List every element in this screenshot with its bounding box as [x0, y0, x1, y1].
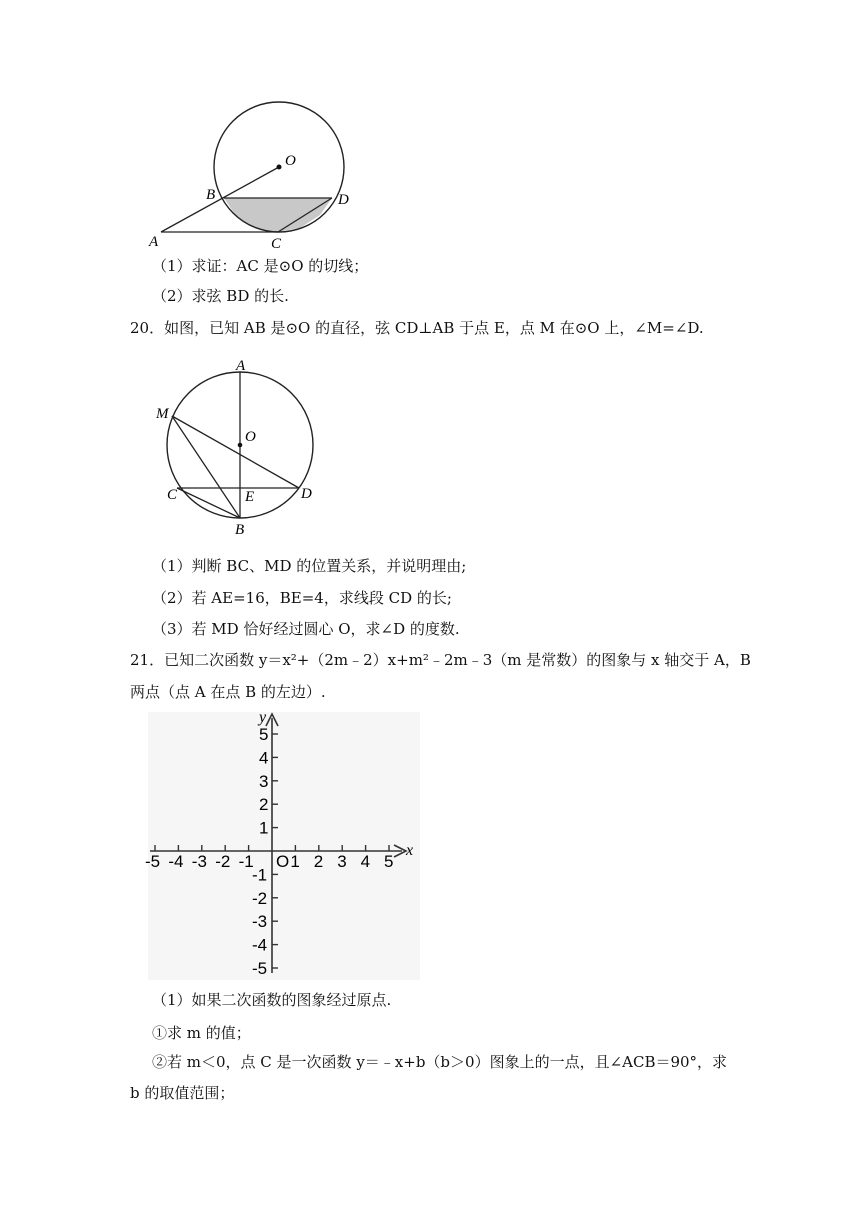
y-tick-label: 2 [259, 795, 269, 815]
label-a: A [149, 234, 159, 250]
y-tick-label: 5 [259, 725, 269, 744]
q20-part2: （2）若 AE=16，BE=4，求线段 CD 的长; [152, 589, 452, 607]
x-tick-label: 4 [360, 852, 371, 871]
y-tick-label: 4 [259, 748, 269, 768]
x-tick-label: -4 [168, 852, 184, 871]
x-tick-label: 5 [384, 852, 394, 871]
q20-part3: （3）若 MD 恰好经过圆心 O，求∠D 的度数. [152, 620, 460, 638]
q19-part1: （1）求证：AC 是⊙O 的切线； [152, 257, 369, 275]
label-b-q20: B [235, 522, 245, 538]
y-tick-label: -2 [252, 888, 268, 908]
y-tick-label: -1 [252, 865, 268, 885]
x-axis-label: x [406, 842, 414, 859]
label-d: D [338, 192, 349, 208]
q21-stem-line2: 两点（点 A 在点 B 的左边）. [130, 683, 326, 701]
q21-sub2-line1: ②若 m＜0，点 C 是一次函数 y＝﹣x+b（b＞0）图象上的一点，且∠ACB＝90°，求 [152, 1053, 728, 1071]
x-tick-label: 1 [290, 852, 300, 871]
label-o: O [285, 153, 296, 169]
origin-label: O [276, 852, 290, 871]
y-tick-label: -5 [252, 959, 268, 978]
y-axis-label: y [259, 709, 267, 726]
q20-part1: （1）判断 BC、MD 的位置关系，并说明理由; [152, 557, 467, 575]
q21-stem-line1: 21．已知二次函数 y＝x²+（2m﹣2）x+m²﹣2m﹣3（m 是常数）的图象与 x 轴交于 A，B [130, 651, 751, 669]
x-tick-label: 3 [337, 852, 347, 871]
q21-part1: （1）如果二次函数的图象经过原点. [152, 991, 392, 1009]
x-tick-label: -3 [191, 852, 207, 871]
q21-sub1: ①求 m 的值； [152, 1024, 251, 1042]
label-d-q20: D [301, 486, 312, 502]
label-c-q20: C [167, 487, 178, 503]
label-e-q20: E [245, 489, 255, 505]
label-b: B [206, 187, 216, 203]
y-tick-label: -4 [252, 935, 268, 955]
x-tick-label: 2 [313, 852, 324, 871]
q21-sub2-line2: b 的取值范围； [130, 1084, 235, 1102]
label-m-q20: M [156, 406, 169, 422]
x-tick-label: -1 [238, 852, 254, 871]
q20-stem: 20．如图，已知 AB 是⊙O 的直径，弦 CD⊥AB 于点 E，点 M 在⊙O 上，∠M=∠D. [130, 319, 704, 337]
label-c: C [271, 236, 282, 252]
y-tick-label: 1 [259, 818, 269, 838]
label-o-q20: O [245, 429, 256, 445]
grid-background [148, 712, 420, 980]
x-tick-label: -2 [215, 852, 231, 871]
label-a-q20: A [236, 358, 246, 374]
q19-part2: （2）求弦 BD 的长. [152, 287, 289, 305]
y-tick-label: -3 [252, 912, 268, 932]
x-tick-label: -5 [145, 852, 161, 871]
y-tick-label: 3 [259, 771, 269, 791]
